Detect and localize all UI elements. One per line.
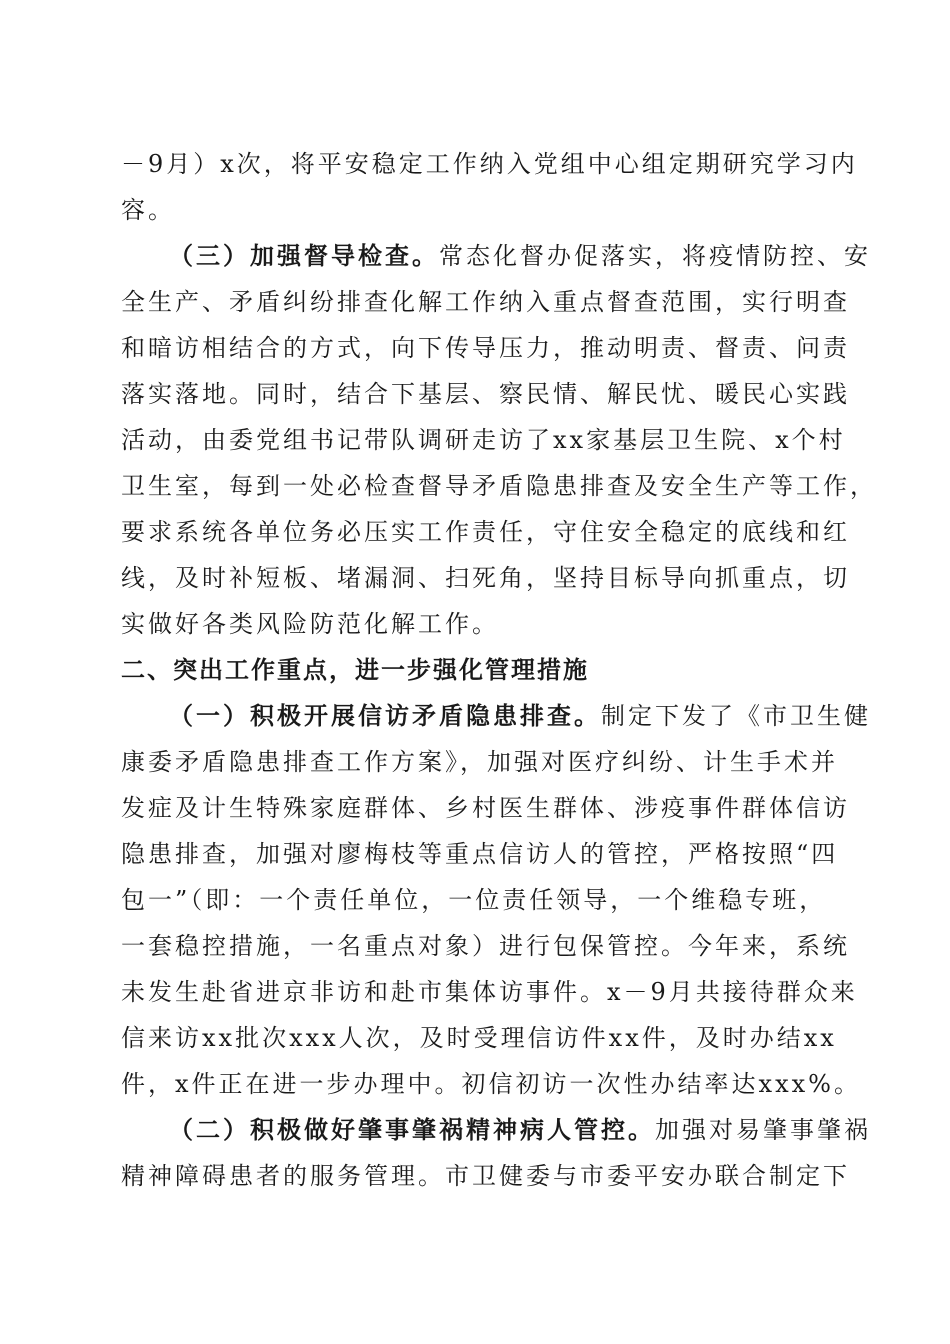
text-line: 信来访xx批次xxx人次，及时受理信访件xx件，及时办结xx <box>121 1024 837 1052</box>
text-line: 要求系统各单位务必压实工作责任，守住安全稳定的底线和红 <box>121 518 850 546</box>
text-line: 一套稳控措施，一名重点对象）进行包保管控。今年来，系统 <box>121 932 850 960</box>
subheading-supervision: （三）加强督导检查。 <box>169 242 439 270</box>
text-line: 康委矛盾隐患排查工作方案》，加强对医疗纠纷、计生手术并 <box>121 748 838 776</box>
subheading-mental-health: （二）积极做好肇事肇祸精神病人管控。 <box>169 1116 655 1144</box>
section-heading-2: 二、突出工作重点，进一步强化管理措施 <box>121 656 589 684</box>
section-two-first-line <box>169 1110 871 1150</box>
text-span: 制定下发了《市卫生健 <box>601 702 871 730</box>
subheading-petition: （一）积极开展信访矛盾隐患排查。 <box>169 702 601 730</box>
text-line: 容。 <box>121 196 175 224</box>
text-span: 加强对易肇事肇祸 <box>655 1116 871 1144</box>
text-line: 件，x件正在进一步办理中。初信初访一次性办结率达xxx%。 <box>121 1070 861 1098</box>
text-line: 未发生赴省进京非访和赴市集体访事件。x－9月共接待群众来 <box>121 978 858 1006</box>
section-one-first-line <box>169 696 871 736</box>
text-line: 实做好各类风险防范化解工作。 <box>121 610 499 638</box>
text-line: 发症及计生特殊家庭群体、乡村医生群体、涉疫事件群体信访 <box>121 794 850 822</box>
text-line: 活动，由委党组书记带队调研走访了xx家基层卫生院、x个村 <box>121 426 846 454</box>
text-line: －9月）x次，将平安稳定工作纳入党组中心组定期研究学习内 <box>121 150 858 178</box>
text-line: 卫生室，每到一处必检查督导矛盾隐患排查及安全生产等工作， <box>121 472 877 500</box>
text-line: 落实落地。同时，结合下基层、察民情、解民忧、暖民心实践 <box>121 380 850 408</box>
section-three-first-line <box>169 236 871 276</box>
text-line: 精神障碍患者的服务管理。市卫健委与市委平安办联合制定下 <box>121 1162 850 1190</box>
text-line: 隐患排查，加强对廖梅枝等重点信访人的管控，严格按照“四 <box>121 840 839 868</box>
text-span: 常态化督办促落实，将疫情防控、安 <box>439 242 871 270</box>
text-line: 全生产、矛盾纠纷排查化解工作纳入重点督查范围，实行明查 <box>121 288 850 316</box>
text-line: 和暗访相结合的方式，向下传导压力，推动明责、督责、问责 <box>121 334 850 362</box>
text-line: 线，及时补短板、堵漏洞、扫死角，坚持目标导向抓重点，切 <box>121 564 850 592</box>
text-line: 包一”（即：一个责任单位，一位责任领导，一个维稳专班， <box>121 886 827 914</box>
